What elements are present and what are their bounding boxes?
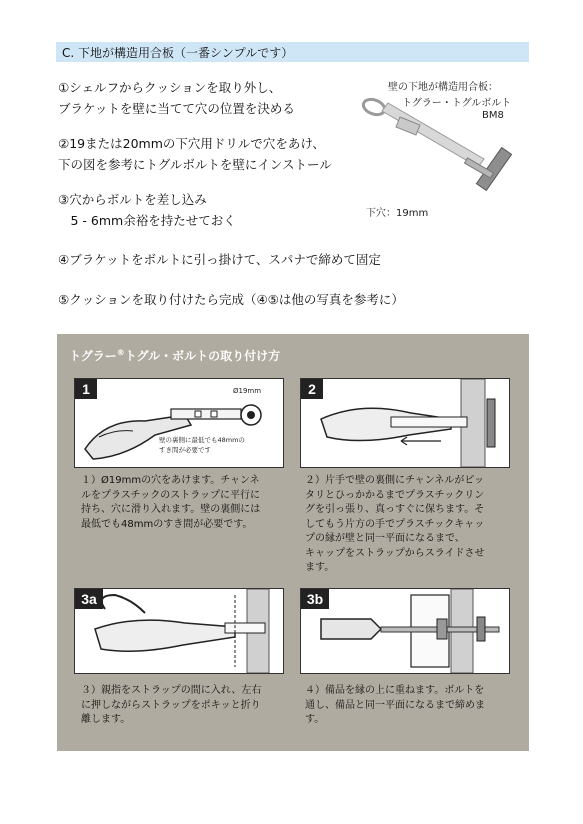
figure-2 <box>300 378 510 468</box>
description-2: ２）片手で壁の裏側にチャンネルがピッ タリとひっかかるまでプラスチックリン グを引っ張り、真っすぐに保ちます。そ してもう片方の手でプラスチックキャッ プの縁が壁と同一平面になるまで、 キャップをストラップからスライドさせ ます。 <box>305 475 485 573</box>
section-title: C. 下地が構造用合板（一番シンプルです） <box>62 46 294 60</box>
figure-2-number: 2 <box>301 379 323 399</box>
step-3-line-2: 5 - 6mm余裕を持たせておく <box>58 213 236 228</box>
step-5: ⑤クッションを取り付けたら完成（④⑤は他の写真を参考に） <box>58 292 404 307</box>
figure-3b <box>300 588 510 674</box>
figure-3a <box>74 588 284 674</box>
figure-3b-number: 3b <box>301 589 329 609</box>
description-4: ４）備品を縁の上に重ねます。ボルトを 通し、備品と同一平面になるまで締めま す。 <box>305 685 485 725</box>
figure-3a-number: 3a <box>75 589 103 609</box>
figure-1 <box>74 378 284 468</box>
step-3-line-1: ③穴からボルトを差し込み <box>58 192 207 207</box>
product-model: BM8 <box>482 110 504 121</box>
hole-size-label: 下穴：19mm <box>366 208 429 219</box>
description-3: ３）親指をストラップの間に入れ、左右 に押しながらストラップをポキッと折り 離します。 <box>81 685 262 725</box>
step-2-line-1: ②19または20mmの下穴用ドリルで穴をあけ、 <box>58 136 325 151</box>
description-1: １）Ø19mmの穴をあけます。チャンネ ルをプラスチックのストラップに平行に 持ち、穴に滑り入れます。壁の裏側には 最低でも48mmのすき間が必要です。 <box>81 475 261 530</box>
installation-guide-panel <box>57 334 529 751</box>
step-4: ④ブラケットをボルトに引っ掛けて、スパナで締めて固定 <box>58 252 381 267</box>
step-1-line-1: ①シェルフからクッションを取り外し、 <box>58 80 282 95</box>
figure-1-number: 1 <box>75 379 97 399</box>
toggle-bolt-image <box>360 95 530 205</box>
hole-size-callout: Ø19mm <box>233 387 262 395</box>
clearance-note-1: 壁の裏側に最低でも48mmの <box>159 436 245 444</box>
step-1-line-2: ブラケットを壁に当てて穴の位置を決める <box>58 101 295 116</box>
product-caption-2: トグラー・トグルボルト <box>402 98 512 109</box>
section-header <box>56 42 529 62</box>
product-caption-1: 壁の下地が構造用合板： <box>388 82 498 93</box>
step-2-line-2: 下の図を参考にトグルボルトを壁にインストール <box>58 157 332 172</box>
guide-title: トグラー®トグル・ボルトの取り付け方 <box>69 348 281 363</box>
clearance-note-2: すき間が必要です <box>159 446 211 454</box>
